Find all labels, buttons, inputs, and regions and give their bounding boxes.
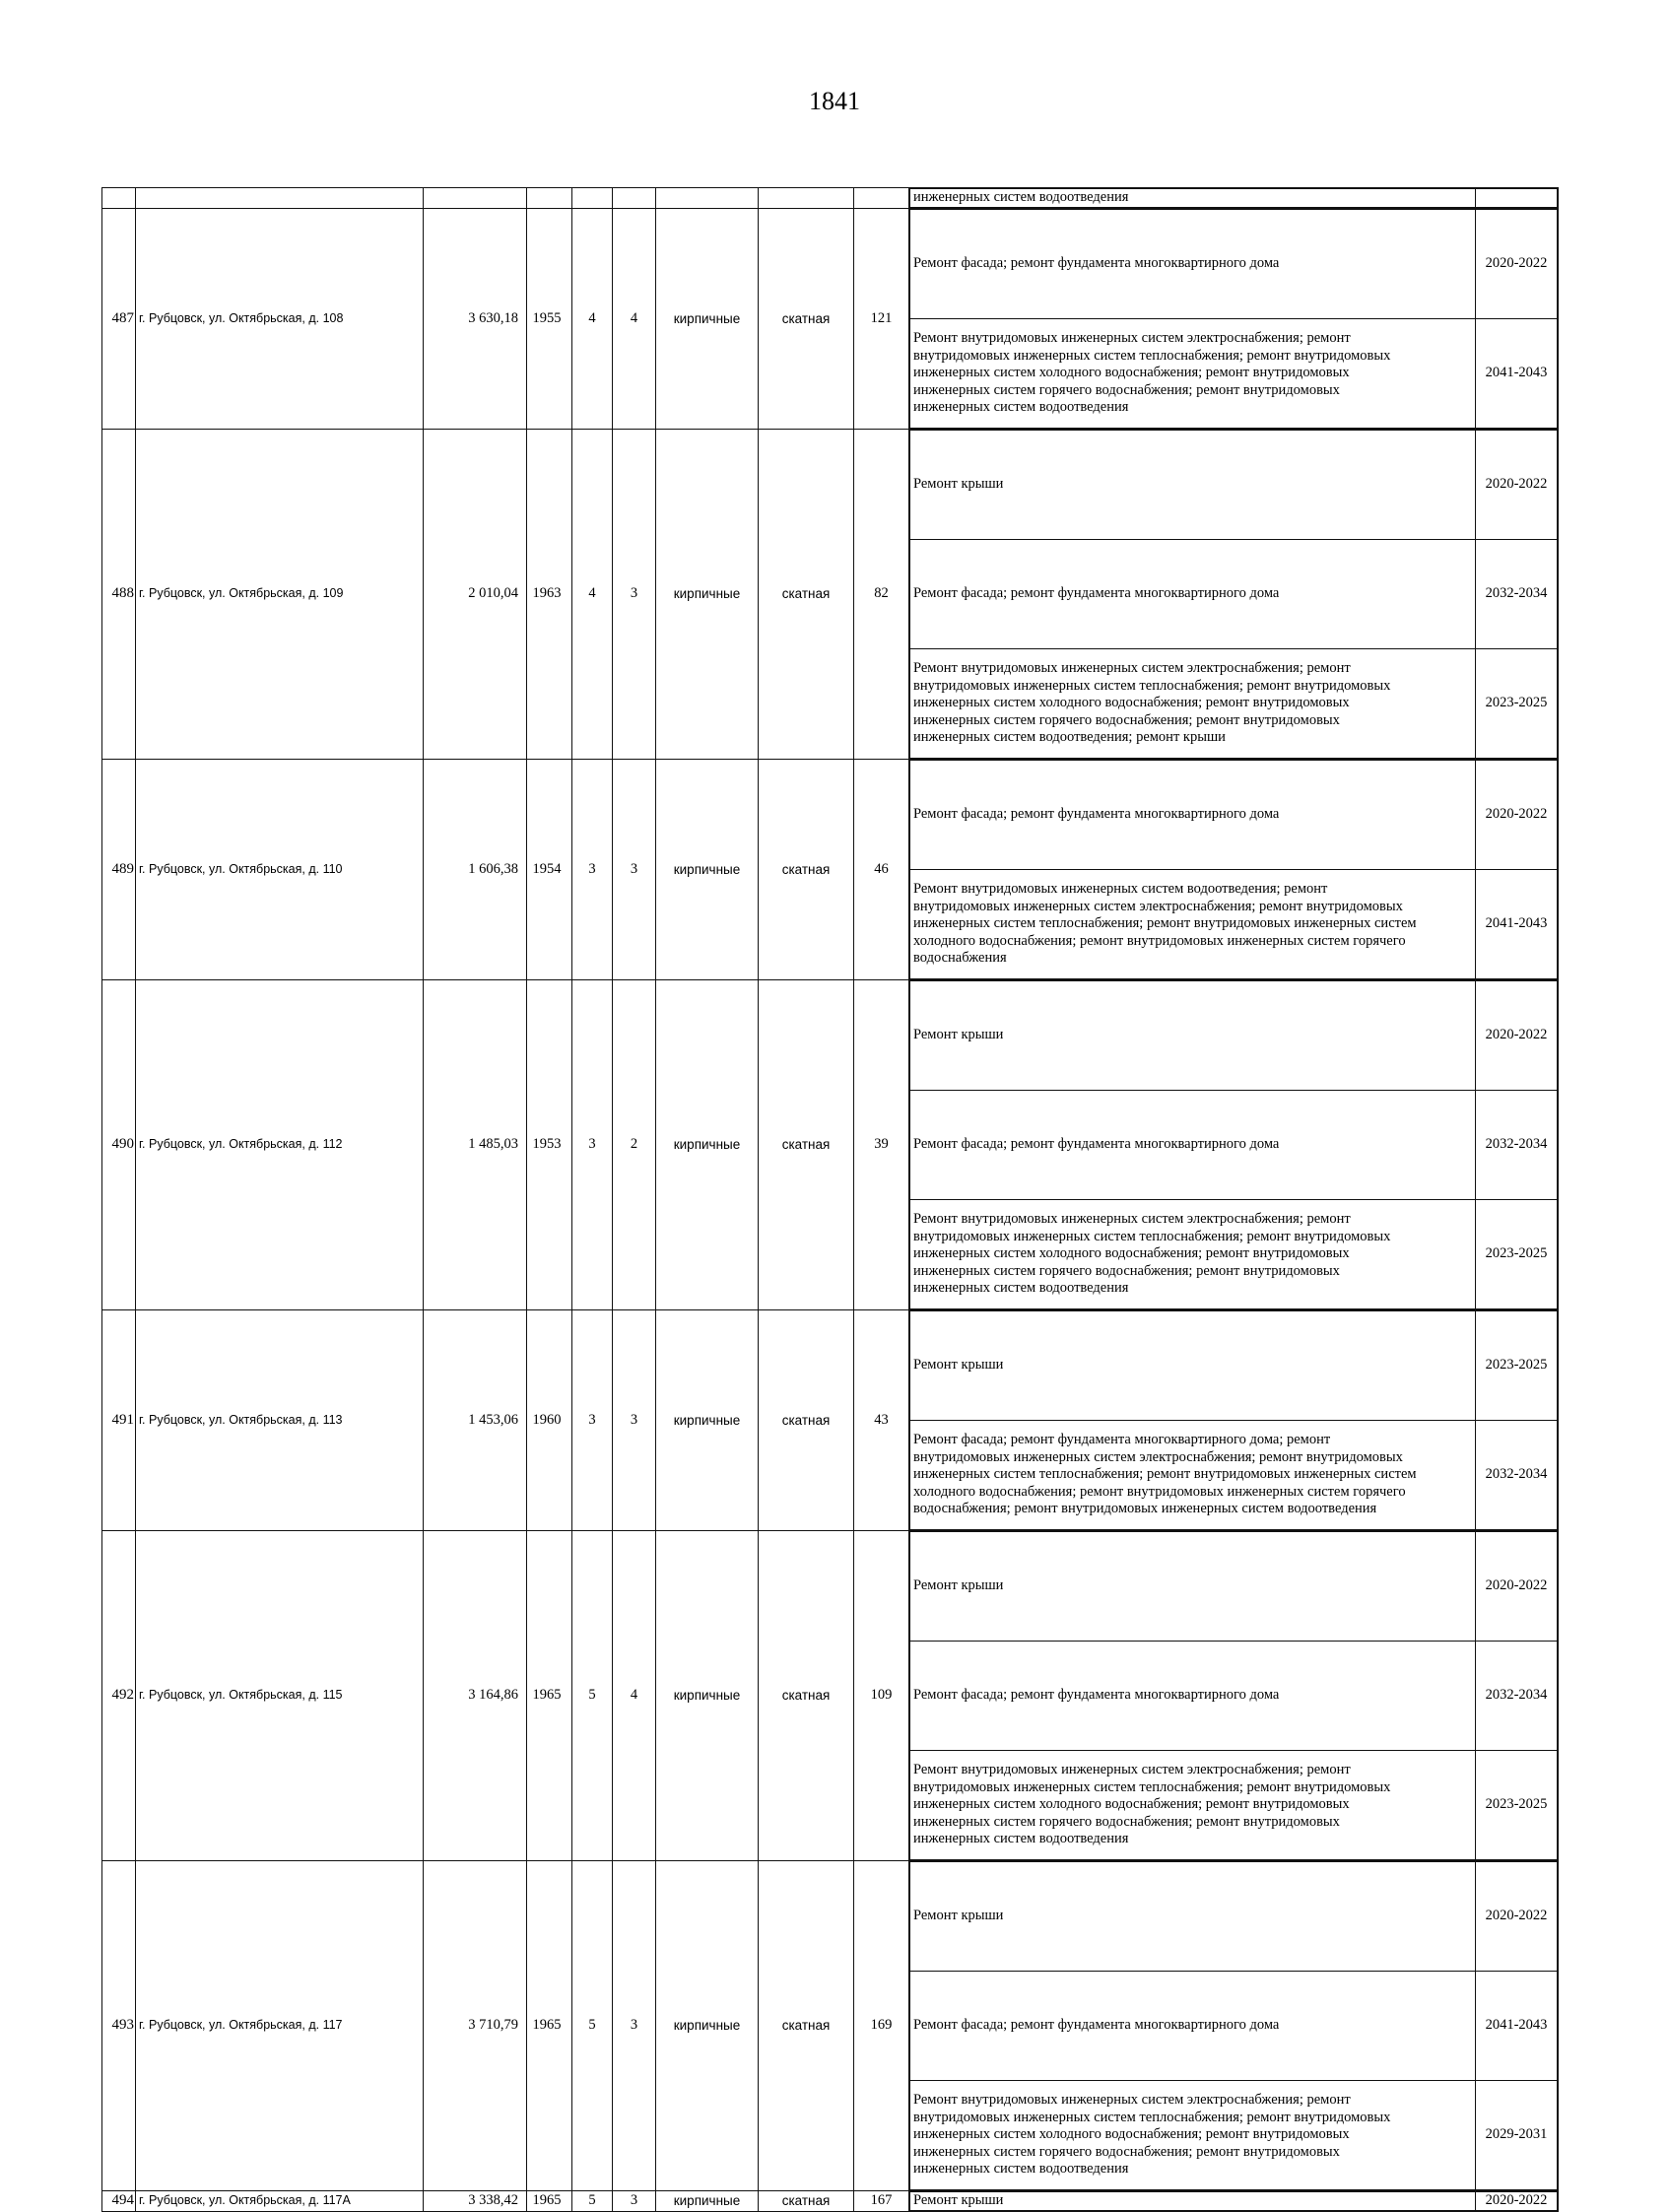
work-description: Ремонт внутридомовых инженерных систем электроснабжения; ремонт внутридомовых инженерных систем теплоснабжения; ремонт внутридомовых инженерных систем холодного водоснабжения; ремонт внутридомовых инженерных систем горячего водоснабжения; ремонт внутридомовых инженерных систем водоотведения: [910, 319, 1476, 429]
work-description: Ремонт крыши: [910, 981, 1476, 1091]
work-item: [910, 1200, 1558, 1309]
building-area: 1 485,03: [424, 980, 527, 1310]
build-year: 1954: [527, 760, 572, 980]
roof-type: скатная: [759, 1531, 854, 1861]
floor-count: 3: [572, 980, 613, 1310]
work-description: Ремонт фасада; ремонт фундамента многоквартирного дома: [910, 1642, 1476, 1751]
work-period: 2020-2022: [1476, 1532, 1558, 1642]
table-row: [102, 1861, 1559, 2191]
work-description: Ремонт крыши: [910, 1311, 1476, 1421]
wall-material: кирпичные: [656, 1310, 759, 1531]
continued-row: [102, 188, 1559, 209]
building-address: г. Рубцовск, ул. Октябрьская, д. 113: [136, 1310, 424, 1531]
table-row: [102, 760, 1559, 980]
resident-count: 46: [854, 760, 909, 980]
work-description: Ремонт крыши: [910, 1532, 1476, 1642]
work-item: [910, 649, 1558, 759]
work-period: 2032-2034: [1476, 1421, 1558, 1530]
work-period: 2020-2022: [1476, 2192, 1558, 2211]
resident-count: 39: [854, 980, 909, 1310]
build-year: 1963: [527, 430, 572, 760]
table-row: [102, 209, 1559, 430]
roof-type: скатная: [759, 980, 854, 1310]
build-year: 1953: [527, 980, 572, 1310]
work-description: Ремонт фасада; ремонт фундамента многоквартирного дома: [910, 1972, 1476, 2081]
building-area: 3 710,79: [424, 1861, 527, 2191]
work-description: Ремонт фасада; ремонт фундамента многоквартирного дома: [910, 1091, 1476, 1200]
resident-count: 169: [854, 1861, 909, 2191]
building-area: 3 630,18: [424, 209, 527, 430]
work-description: Ремонт фасада; ремонт фундамента многоквартирного дома: [910, 540, 1476, 649]
work-item: [910, 2192, 1558, 2211]
work-item: [910, 981, 1558, 1091]
work-period: 2023-2025: [1476, 1751, 1558, 1860]
row-number: 493: [102, 1861, 136, 2191]
floor-count: 5: [572, 1531, 613, 1861]
work-description: Ремонт крыши: [910, 2192, 1476, 2211]
work-period: 2041-2043: [1476, 319, 1558, 429]
table-row: [102, 2191, 1559, 2212]
work-description: Ремонт фасада; ремонт фундамента многоквартирного дома; ремонт внутридомовых инженерных систем электроснабжения; ремонт внутридомовых инженерных систем теплоснабжения; ремонт внутридомовых инженерных систем холодного водоснабжения; ремонт внутридомовых инженерных систем горячего водоснабжения; ремонт внутридомовых инженерных систем водоотведения: [910, 1421, 1476, 1530]
floor-count: 5: [572, 2191, 613, 2212]
work-description: Ремонт крыши: [910, 1862, 1476, 1972]
work-description: инженерных систем водоотведения: [910, 189, 1476, 208]
building-area: 2 010,04: [424, 430, 527, 760]
entrance-count: 4: [613, 209, 656, 430]
roof-type: скатная: [759, 209, 854, 430]
work-description: Ремонт фасада; ремонт фундамента многоквартирного дома: [910, 210, 1476, 319]
wall-material: кирпичные: [656, 980, 759, 1310]
entrance-count: 3: [613, 760, 656, 980]
building-address: г. Рубцовск, ул. Октябрьская, д. 109: [136, 430, 424, 760]
work-item: [910, 1091, 1558, 1200]
work-item: [910, 1421, 1558, 1530]
work-item: [910, 210, 1558, 319]
work-item: [910, 1642, 1558, 1751]
capital-repair-register-table: [101, 187, 1559, 2212]
building-address: г. Рубцовск, ул. Октябрьская, д. 108: [136, 209, 424, 430]
work-item: [910, 761, 1558, 870]
wall-material: кирпичные: [656, 1531, 759, 1861]
work-item: [910, 319, 1558, 429]
entrance-count: 4: [613, 1531, 656, 1861]
work-item: [910, 540, 1558, 649]
build-year: 1955: [527, 209, 572, 430]
work-list: [909, 760, 1558, 979]
work-description: Ремонт крыши: [910, 431, 1476, 540]
work-period: 2020-2022: [1476, 761, 1558, 870]
floor-count: 3: [572, 1310, 613, 1531]
work-period: 2023-2025: [1476, 1200, 1558, 1309]
building-address: г. Рубцовск, ул. Октябрьская, д. 115: [136, 1531, 424, 1861]
building-area: 1 453,06: [424, 1310, 527, 1531]
work-period: 2020-2022: [1476, 1862, 1558, 1972]
work-period: 2020-2022: [1476, 210, 1558, 319]
wall-material: кирпичные: [656, 430, 759, 760]
work-description: Ремонт внутридомовых инженерных систем электроснабжения; ремонт внутридомовых инженерных систем теплоснабжения; ремонт внутридомовых инженерных систем холодного водоснабжения; ремонт внутридомовых инженерных систем горячего водоснабжения; ремонт внутридомовых инженерных систем водоотведения: [910, 2081, 1476, 2190]
resident-count: 109: [854, 1531, 909, 1861]
entrance-count: 3: [613, 1310, 656, 1531]
work-item: [910, 1972, 1558, 2081]
resident-count: 121: [854, 209, 909, 430]
page-number: 1841: [809, 87, 860, 115]
work-period: 2029-2031: [1476, 2081, 1558, 2190]
row-number: 494: [102, 2191, 136, 2212]
work-list: [909, 188, 1558, 208]
build-year: 1965: [527, 1861, 572, 2191]
build-year: 1960: [527, 1310, 572, 1531]
work-item: [910, 2081, 1558, 2190]
roof-type: скатная: [759, 1861, 854, 2191]
row-number: 492: [102, 1531, 136, 1861]
work-item: [910, 189, 1558, 208]
work-list: [909, 1310, 1558, 1530]
entrance-count: 3: [613, 2191, 656, 2212]
resident-count: 167: [854, 2191, 909, 2212]
floor-count: 4: [572, 430, 613, 760]
work-description: Ремонт внутридомовых инженерных систем электроснабжения; ремонт внутридомовых инженерных систем теплоснабжения; ремонт внутридомовых инженерных систем холодного водоснабжения; ремонт внутридомовых инженерных систем горячего водоснабжения; ремонт внутридомовых инженерных систем водоотведения: [910, 1751, 1476, 1860]
row-number: 489: [102, 760, 136, 980]
resident-count: 82: [854, 430, 909, 760]
floor-count: 5: [572, 1861, 613, 2191]
work-list: [909, 2191, 1558, 2211]
work-period: 2032-2034: [1476, 1642, 1558, 1751]
entrance-count: 3: [613, 1861, 656, 2191]
work-list: [909, 430, 1558, 759]
build-year: 1965: [527, 1531, 572, 1861]
wall-material: кирпичные: [656, 760, 759, 980]
work-list: [909, 980, 1558, 1309]
work-list: [909, 209, 1558, 429]
wall-material: кирпичные: [656, 209, 759, 430]
build-year: 1965: [527, 2191, 572, 2212]
work-item: [910, 1751, 1558, 1860]
work-period: 2020-2022: [1476, 981, 1558, 1091]
entrance-count: 3: [613, 430, 656, 760]
building-area: 3 338,42: [424, 2191, 527, 2212]
work-item: [910, 870, 1558, 979]
work-item: [910, 1862, 1558, 1972]
row-number: 488: [102, 430, 136, 760]
building-address: г. Рубцовск, ул. Октябрьская, д. 112: [136, 980, 424, 1310]
work-description: Ремонт фасада; ремонт фундамента многоквартирного дома: [910, 761, 1476, 870]
work-period: 2023-2025: [1476, 649, 1558, 759]
work-period: 2032-2034: [1476, 1091, 1558, 1200]
row-number: 491: [102, 1310, 136, 1531]
work-description: Ремонт внутридомовых инженерных систем электроснабжения; ремонт внутридомовых инженерных систем теплоснабжения; ремонт внутридомовых инженерных систем холодного водоснабжения; ремонт внутридомовых инженерных систем горячего водоснабжения; ремонт внутридомовых инженерных систем водоотведения; ремонт крыши: [910, 649, 1476, 759]
roof-type: скатная: [759, 430, 854, 760]
building-address: г. Рубцовск, ул. Октябрьская, д. 117А: [136, 2191, 424, 2212]
resident-count: 43: [854, 1310, 909, 1531]
floor-count: 4: [572, 209, 613, 430]
work-period: 2041-2043: [1476, 1972, 1558, 2081]
table-row: [102, 430, 1559, 760]
floor-count: 3: [572, 760, 613, 980]
building-address: г. Рубцовск, ул. Октябрьская, д. 117: [136, 1861, 424, 2191]
building-address: г. Рубцовск, ул. Октябрьская, д. 110: [136, 760, 424, 980]
roof-type: скатная: [759, 2191, 854, 2212]
building-area: 1 606,38: [424, 760, 527, 980]
work-item: [910, 1311, 1558, 1421]
table-row: [102, 980, 1559, 1310]
work-period: 2020-2022: [1476, 431, 1558, 540]
wall-material: кирпичные: [656, 1861, 759, 2191]
building-area: 3 164,86: [424, 1531, 527, 1861]
entrance-count: 2: [613, 980, 656, 1310]
row-number: 487: [102, 209, 136, 430]
work-item: [910, 431, 1558, 540]
work-item: [910, 1532, 1558, 1642]
roof-type: скатная: [759, 1310, 854, 1531]
table-row: [102, 1531, 1559, 1861]
work-list: [909, 1531, 1558, 1860]
work-period: 2041-2043: [1476, 870, 1558, 979]
work-period: [1476, 189, 1558, 208]
roof-type: скатная: [759, 760, 854, 980]
row-number: 490: [102, 980, 136, 1310]
wall-material: кирпичные: [656, 2191, 759, 2212]
table-row: [102, 1310, 1559, 1531]
work-period: 2023-2025: [1476, 1311, 1558, 1421]
work-description: Ремонт внутридомовых инженерных систем электроснабжения; ремонт внутридомовых инженерных систем теплоснабжения; ремонт внутридомовых инженерных систем холодного водоснабжения; ремонт внутридомовых инженерных систем горячего водоснабжения; ремонт внутридомовых инженерных систем водоотведения: [910, 1200, 1476, 1309]
work-list: [909, 1861, 1558, 2190]
work-period: 2032-2034: [1476, 540, 1558, 649]
work-description: Ремонт внутридомовых инженерных систем водоотведения; ремонт внутридомовых инженерных систем электроснабжения; ремонт внутридомовых инженерных систем теплоснабжения; ремонт внутридомовых инженерных систем холодного водоснабжения; ремонт внутридомовых инженерных систем горячего водоснабжения: [910, 870, 1476, 979]
